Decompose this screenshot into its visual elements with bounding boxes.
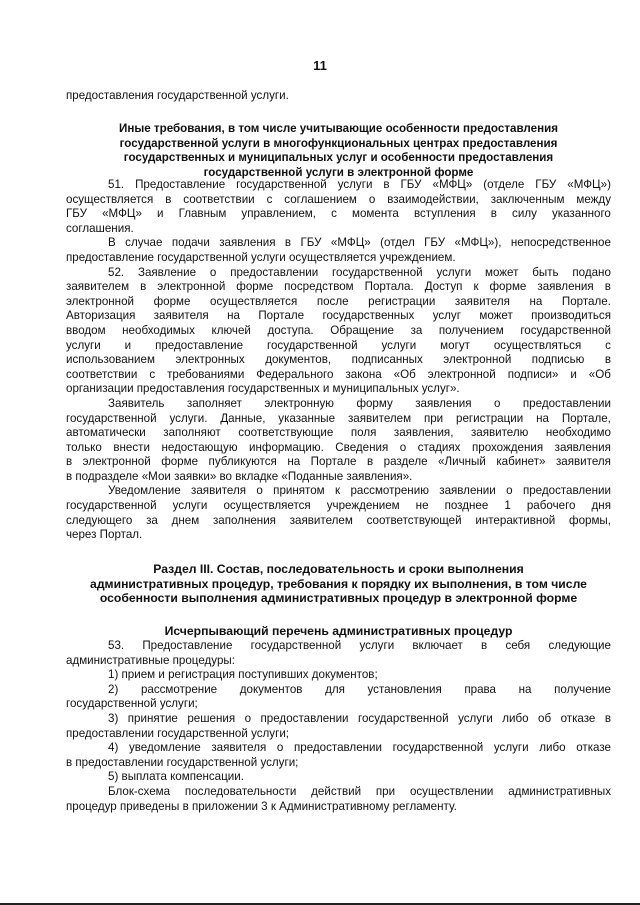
section-heading (66, 562, 611, 606)
text-line: предоставлении государственной услуги; (66, 726, 290, 740)
text-line: предоставление государственной услуги осуществляется учреждением. (66, 250, 456, 264)
text-line: 3) принятие решения о предоставлении государственной услуги либо об отказе в (108, 711, 611, 725)
text-line: предоставления государственной услуги. (66, 89, 289, 102)
text-line: Заявитель заполняет электронную форму заявления о предоставлении (108, 396, 611, 410)
section-heading (66, 122, 611, 180)
text-line: 1) прием и регистрация поступивших документов; (108, 668, 378, 682)
text-line: 5) выплата компенсации. (108, 770, 244, 784)
text-line: автоматически заполняют соответствующие поля заявления, заявителю необходимо (66, 426, 611, 440)
text-line: ГБУ «МФЦ» и Главным управлением, с момента вступления в силу указанного (66, 207, 611, 221)
text-line: только внести недостающую информацию. Сведения о стадиях прохождения заявления (66, 440, 611, 454)
text-line: 53. Предоставление государственной услуги включает в себя следующие (108, 639, 611, 652)
text-line: 52. Заявление о предоставлении государственной услуги может быть подано (108, 265, 611, 279)
heading-line: Раздел III. Состав, последовательность и сроки выполнения (153, 562, 524, 576)
heading-line: государственной услуги в многофункциональных центрах предоставления (119, 136, 558, 150)
text-line: соответствии с требованиями Федерального закона «Об электронной подписи» и «Об (66, 367, 611, 381)
text-line: организации предоставления государственных и муниципальных услуг». (66, 382, 460, 396)
text-line: соглашения. (66, 221, 134, 235)
text-block (66, 89, 611, 104)
text-line: административные процедуры: (66, 653, 235, 667)
text-line: государственной услуги; (66, 697, 198, 711)
text-line: государственной услуги осуществляется учреждением не позднее 1 рабочего дня (66, 499, 611, 513)
section-heading (66, 624, 611, 639)
text-line: электронной форме осуществляется после регистрации заявителя на Портале. (66, 294, 611, 308)
text-line: следующего за днем заполнения заявителем соответствующей интерактивной формы, (66, 513, 611, 527)
text-line: вводом необходимых ключей доступа. Обращение за получением государственной (66, 323, 611, 337)
text-line: использованием электронных документов, подписанных электронной подписью в (66, 353, 611, 367)
text-line: В случае подачи заявления в ГБУ «МФЦ» (отдел ГБУ «МФЦ»), непосредственное (108, 236, 611, 250)
page-number: 11 (313, 58, 327, 73)
text-block (66, 178, 611, 543)
heading-line: Иные требования, в том числе учитывающие особенности предоставления (119, 122, 558, 135)
text-line: 51. Предоставление государственной услуги в ГБУ «МФЦ» (отделе ГБУ «МФЦ») (108, 178, 611, 191)
text-line: через Портал. (66, 528, 143, 542)
heading-line: государственной услуги в электронной форме (203, 165, 474, 179)
text-line: заявителем в электронной форме посредством Портала. Доступ к форме заявления в (66, 280, 611, 294)
text-line: Блок-схема последовательности действий при осуществлении административных (108, 784, 611, 798)
text-line: 4) уведомление заявителя о предоставлении государственной услуги либо отказе (108, 741, 611, 755)
heading-line: Исчерпывающий перечень административных процедур (164, 624, 513, 638)
text-line: Авторизация заявителя на Портале государственных услуг может производиться (66, 309, 611, 323)
heading-line: государственных и муниципальных услуг и особенности предоставления (123, 151, 554, 165)
text-line: осуществляется в соответствии с соглашением о взаимодействии, заключенным между (66, 192, 611, 206)
text-line: 2) рассмотрение документов для установления права на получение (108, 682, 611, 696)
heading-line: административных процедур, требования к порядку их выполнения, в том числе (90, 576, 587, 591)
text-line: в предоставлении государственной услуги; (66, 755, 299, 769)
heading-line: особенности выполнения административных процедур в электронной форме (99, 591, 578, 606)
text-line: в электронной форме публикуются на Портале в разделе «Личный кабинет» заявителя (66, 455, 611, 469)
text-line: в подразделе «Мои заявки» во вкладке «Поданные заявления». (66, 469, 413, 483)
text-block (66, 639, 611, 814)
text-line: услуги и предоставление государственной услуги могут осуществляться с (66, 338, 611, 352)
text-line: процедур приведены в приложении 3 к Административному регламенту. (66, 799, 457, 813)
text-line: Уведомление заявителя о принятом к рассмотрению заявлении о предоставлении (108, 484, 611, 498)
text-line: государственной услуги. Данные, указанные заявителем при регистрации на Портале, (66, 411, 611, 425)
